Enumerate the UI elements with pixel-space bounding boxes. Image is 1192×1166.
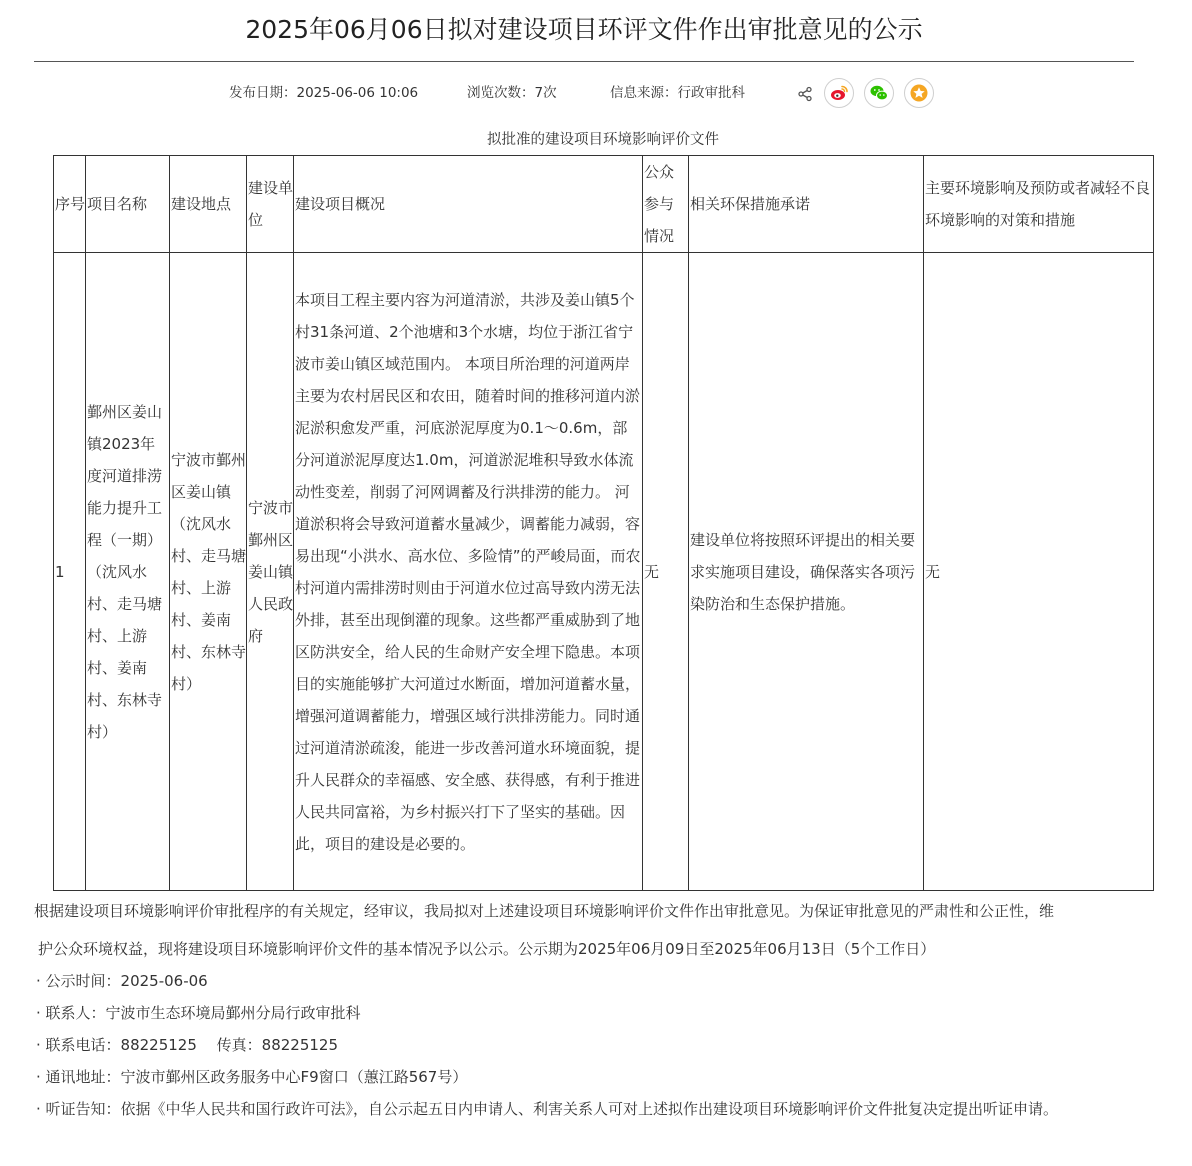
table-header-row [54,156,1154,253]
favorite-button[interactable] [904,78,934,108]
header-measures: 主要环境影响及预防或者减轻不良环境影响的对策和措施 [924,156,1154,253]
cell-overview: 本项目工程主要内容为河道清淤，共涉及姜山镇5个村31条河道、2个池塘和3个水塘，均位于浙江省宁波市姜山镇区域范围内。 本项目所治理的河道两岸主要为农村居民区和农田，随着时间的推移河道内淤泥淤积愈发严重，河底淤泥厚度为0.1～0.6m，部分河道淤泥厚度达1.0m，河道淤泥堆积导致水体流动性变差，削弱了河网调蓄及行洪排涝的能力。 河道淤积将会导致河道蓄水量减少，调蓄能力减弱，容易出现“小洪水、高水位、多险情”的严峻局面，而农村河道内需排涝时则由于河道水位过高导致内涝无法外排，甚至出现倒灌的现象。这些都严重威胁到了地区防洪安全，给人民的生命财产安全埋下隐患。本项目的实施能够扩大河道过水断面，增加河道蓄水量，增强河道调蓄能力，增强区域行洪排涝能力。同时通过河道清淤疏浚，能进一步改善河道水环境面貌，提升人民群众的幸福感、安全感、获得感，有利于推进人民共同富裕，为乡村振兴打下了坚实的基础。因此，项目的建设是必要的。 [294,253,643,891]
share-wechat-button[interactable] [864,78,894,108]
cell-index: 1 [54,253,86,891]
info-source: 信息来源：行政审批科 [610,85,745,101]
cell-measures: 无 [924,253,1154,891]
share-icon[interactable] [797,86,813,102]
mailing-address: · 通讯地址：宁波市鄞州区政务服务中心F9窗口（蕙江路567号） [36,1068,468,1086]
header-overview: 建设项目概况 [294,156,643,253]
cell-public-participation: 无 [643,253,689,891]
header-project-name: 项目名称 [86,156,170,253]
header-public-participation: 公众参与情况 [643,156,689,253]
header-commitment: 相关环保措施承诺 [689,156,924,253]
header-location: 建设地点 [170,156,247,253]
cell-project-name: 鄞州区姜山镇2023年度河道排涝能力提升工程（一期）（沈风水村、走马塘村、上游村、姜南村、东林寺村） [86,253,170,891]
hearing-notice: · 听证告知：依据《中华人民共和国行政许可法》，自公示起五日内申请人、利害关系人可对上述拟作出建设项目环境影响评价文件批复决定提出听证申请。 [36,1100,1059,1118]
intro-text-line2: 护公众环境权益，现将建设项目环境影响评价文件的基本情况予以公示。公示期为2025年06月09日至2025年06月13日（5个工作日） [38,940,936,958]
page-title: 2025年06月06日拟对建设项目环评文件作出审批意见的公示 [245,15,923,44]
wechat-icon [869,83,889,103]
publish-date: 发布日期：2025-06-06 10:06 [229,85,419,101]
share-weibo-button[interactable] [824,78,854,108]
contact-person: · 联系人：宁波市生态环境局鄞州分局行政审批科 [36,1004,361,1022]
cell-unit: 宁波市鄞州区姜山镇人民政府 [247,253,294,891]
header-unit: 建设单位 [247,156,294,253]
header-index: 序号 [54,156,86,253]
cell-commitment: 建设单位将按照环评提出的相关要求实施项目建设，确保落实各项污染防治和生态保护措施。 [689,253,924,891]
contact-phone: · 联系电话：88225125 传真：88225125 [36,1036,339,1054]
cell-location: 宁波市鄞州区姜山镇（沈风水村、走马塘村、上游村、姜南村、东林寺村） [170,253,247,891]
favorite-star-icon [909,83,929,103]
table-caption: 拟批准的建设项目环境影响评价文件 [487,132,719,148]
notice-time: · 公示时间：2025-06-06 [36,972,208,990]
view-count: 浏览次数：7次 [467,85,557,101]
intro-text-line1: 根据建设项目环境影响评价审批程序的有关规定，经审议，我局拟对上述建设项目环境影响评价文件作出审批意见。为保证审批意见的严肃性和公正性，维 [34,902,1055,920]
weibo-icon [829,83,849,103]
table-row [54,253,1154,891]
approval-table [53,155,1154,891]
title-divider [34,61,1134,62]
